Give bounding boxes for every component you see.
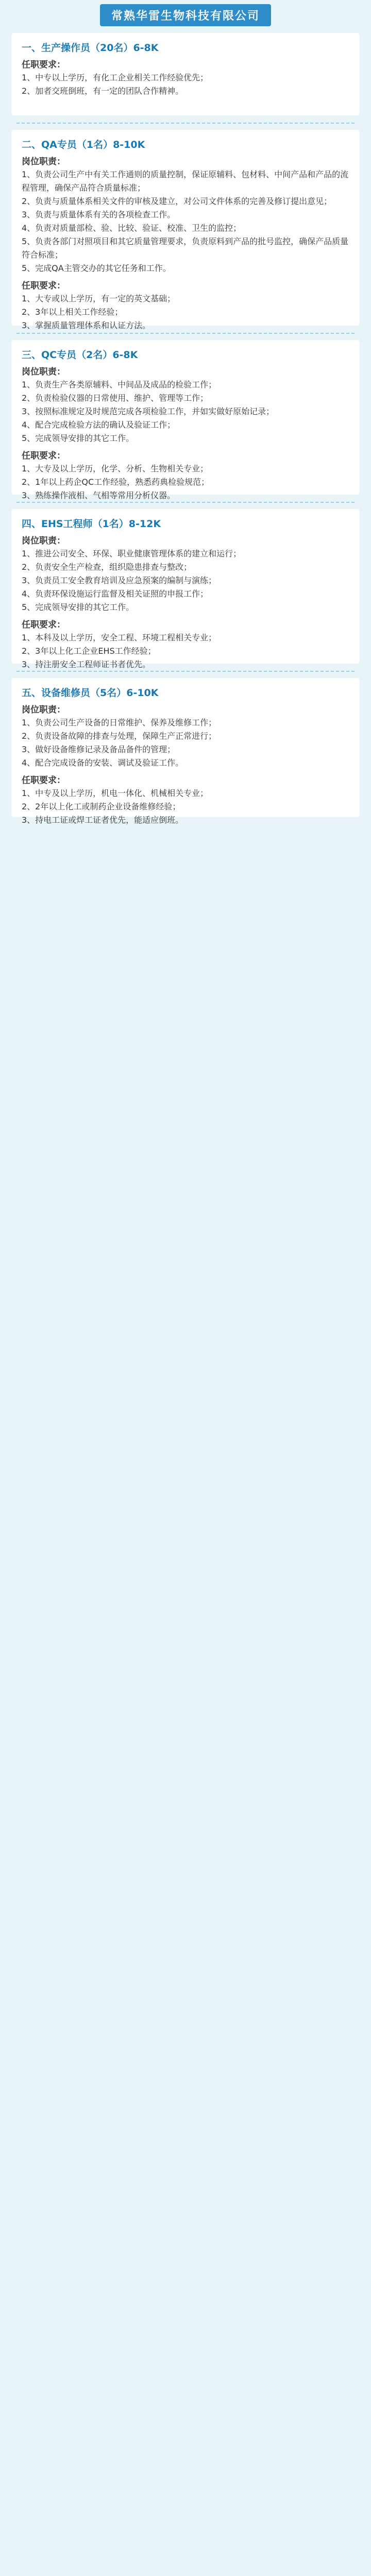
duty-item: 3、负责员工安全教育培训及应急预案的编制与演练；	[22, 575, 217, 585]
requirements-label: 任职要求：	[22, 451, 65, 461]
duties-label: 岗位职责：	[22, 157, 65, 167]
duties-label: 岗位职责：	[22, 536, 65, 546]
requirement-item: 1、中专及以上学历，机电一体化、机械相关专业；	[22, 788, 209, 798]
job-card-5	[11, 678, 360, 825]
divider	[16, 333, 355, 334]
requirements-label: 任职要求：	[22, 775, 65, 786]
duty-item: 1、推进公司安全、环保、职业健康管理体系的建立和运行；	[22, 549, 242, 558]
requirement-item: 2、3年以上相关工作经验；	[22, 307, 123, 317]
requirements-label: 任职要求：	[22, 60, 65, 70]
duty-item: 1、负责公司生产中有关工作通则的质量控制，保证原辅料、包材料、中间产品和产品的流程管理，确保产品符合质量标准；	[22, 170, 349, 193]
duties-label: 岗位职责：	[22, 705, 65, 715]
company-banner: 常熟华雷生物科技有限公司	[100, 4, 271, 26]
job-title: 五、设备维修员（5名）6-10K	[22, 687, 159, 699]
duty-item: 2、负责设备故障的排查与处理，保障生产正常进行；	[22, 731, 217, 741]
duty-item: 4、负责对质量部检、验、比较、验证、校准、卫生的监控；	[22, 223, 242, 233]
duty-item: 5、完成领导安排的其它工作。	[22, 602, 134, 612]
job-title: 四、EHS工程师（1名）8-12K	[22, 518, 161, 530]
requirement-item: 2、2年以上化工或制药企业设备维修经验；	[22, 802, 181, 811]
requirement-item: 1、本科及以上学历，安全工程、环境工程相关专业；	[22, 633, 217, 642]
requirement-item: 2、加者交班倒班，有一定的团队合作精神。	[22, 86, 184, 96]
divider	[16, 502, 355, 503]
job-title: 一、生产操作员（20名）6-8K	[22, 42, 159, 54]
duty-item: 4、配合完成设备的安装、调试及验证工作。	[22, 758, 184, 768]
duty-item: 4、负责环保设施运行监督及相关证照的申报工作；	[22, 589, 209, 599]
duty-item: 2、负责检验仪器的日常使用、维护、管理等工作；	[22, 393, 209, 403]
requirements-label: 任职要求：	[22, 620, 65, 630]
job-card-3	[11, 340, 360, 500]
requirements-label: 任职要求：	[22, 281, 65, 291]
job-card-1	[11, 33, 360, 115]
duties-label: 岗位职责：	[22, 367, 65, 377]
duty-item: 5、完成领导安排的其它工作。	[22, 433, 134, 443]
duty-item: 4、配合完成检验方法的确认及验证工作；	[22, 420, 176, 430]
requirement-item: 1、大专及以上学历，化学、分析、生物相关专业；	[22, 464, 209, 473]
duty-item: 5、负责各部门对照项目和其它质量管理要求，负责原料到产品的批号监控，确保产品质量符合标准；	[22, 236, 349, 260]
requirement-item: 2、3年以上化工企业EHS工作经验；	[22, 646, 156, 656]
duty-item: 3、负责与质量体系有关的各项检查工作。	[22, 210, 176, 219]
requirement-item: 3、持注册安全工程师证书者优先。	[22, 659, 151, 669]
requirement-item: 1、大专或以上学历，有一定的英文基础；	[22, 294, 176, 303]
duty-item: 3、按照标准规定及时规范完成各项检验工作，并如实做好原始记录；	[22, 406, 275, 416]
duty-item: 3、做好设备维修记录及备品备件的管理；	[22, 744, 176, 754]
requirement-item: 1、中专以上学历，有化工企业相关工作经验优先；	[22, 73, 209, 82]
duty-item: 2、负责与质量体系相关文件的审核及建立，对公司文件体系的完善及修订提出意见；	[22, 196, 332, 206]
job-title: 三、QC专员（2名）6-8K	[22, 349, 138, 361]
requirement-item: 3、熟练操作液相、气相等常用分析仪器。	[22, 490, 176, 500]
duty-item: 1、负责公司生产设备的日常维护、保养及维修工作；	[22, 718, 217, 727]
requirement-item: 2、1年以上药企QC工作经验，熟悉药典检验规范；	[22, 477, 210, 487]
job-title: 二、QA专员（1名）8-10K	[22, 139, 145, 150]
divider	[16, 671, 355, 672]
job-card-4	[11, 509, 360, 669]
divider	[16, 123, 355, 124]
duty-item: 1、负责生产各类原辅料、中间品及成品的检验工作；	[22, 380, 217, 389]
duty-item: 5、完成QA主管交办的其它任务和工作。	[22, 263, 171, 273]
requirement-item: 3、持电工证或焊工证者优先，能适应倒班。	[22, 815, 184, 825]
requirement-item: 3、掌握质量管理体系和认证方法。	[22, 320, 151, 330]
duty-item: 2、负责安全生产检查，组织隐患排查与整改；	[22, 562, 192, 572]
job-card-2	[11, 130, 360, 330]
